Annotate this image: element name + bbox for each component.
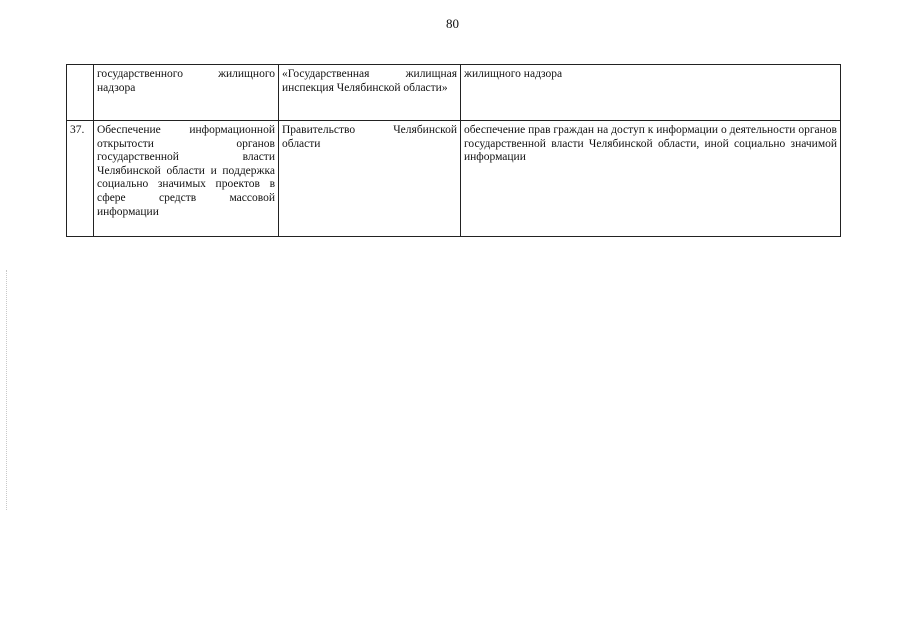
- program-table: [66, 64, 841, 237]
- scan-edge-marks: [6, 270, 8, 510]
- row-number-cell: 37.: [67, 121, 94, 237]
- table-row: [67, 65, 841, 121]
- program-name-cell: государственного жилищного надзора: [94, 65, 279, 121]
- table-row: [67, 121, 841, 237]
- responsible-organization-cell: Правительство Челябинской области: [279, 121, 461, 237]
- responsible-organization-cell: «Государственная жилищная инспекция Челябинской области»: [279, 65, 461, 121]
- program-name-cell: Обеспечение информационной открытости органов государственной власти Челябинской области и поддержка социально значимых проектов в сфере средств массовой информации: [94, 121, 279, 237]
- program-goal-cell: жилищного надзора: [461, 65, 841, 121]
- row-number-cell: [67, 65, 94, 121]
- page-number: 80: [446, 16, 459, 31]
- program-goal-cell: обеспечение прав граждан на доступ к информации о деятельности органов государственной власти Челябинской области, иной социально значимой информации: [461, 121, 841, 237]
